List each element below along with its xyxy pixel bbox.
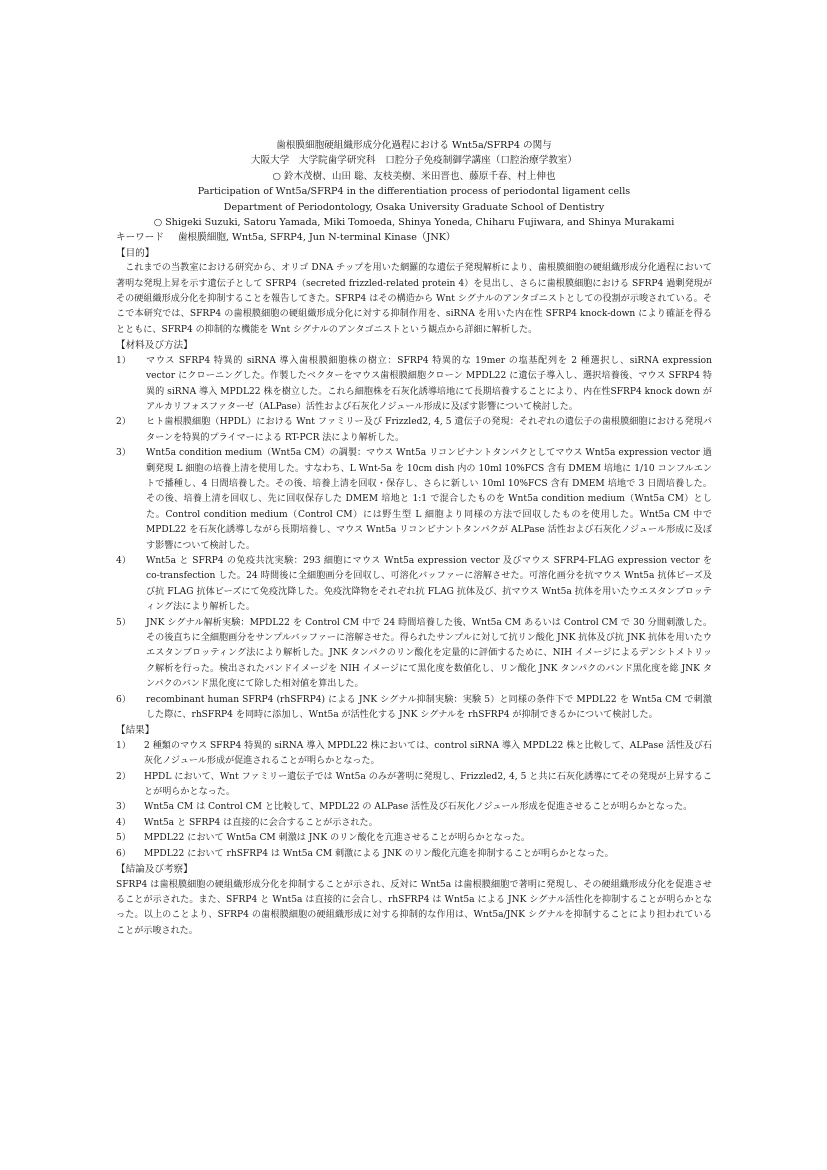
item-text: Wnt5a CM は Control CM と比較して、MPDL22 の ALPase 活性及び石灰化ノジュール形成を促進させることが明らかとなった。: [144, 802, 693, 813]
purpose-text: これまでの当教室における研究から、オリゴ DNA チップを用いた網羅的な遺伝子発現解析により、歯根膜細胞の硬組織形成分化過程において著明な発現上昇を示す遺伝子として SFRP4（secreted frizzled-related protein 4）を見出し、さらに歯根膜細胞における SFRP4 過剰発現がその硬組織形成分化を抑制することを報告してきた。SFRP4 はその構造から Wnt シグナルのアンタゴニストとしての役割が示唆されている。そこで本研究では、SFRP4 の歯根膜細胞の硬組織形成分化に対する抑制作用を、siRNA を用いた内在性 SFRP4 knock-down により確証を得るとともに、SFRP4 の抑制的な機能を Wnt シグナルのアンタゴニストという観点から詳細に解析した。: [116, 263, 712, 335]
affiliation-en: Department of Periodontology, Osaka University Graduate School of Dentistry: [223, 201, 605, 213]
results-item: [116, 770, 712, 801]
results-item: [116, 831, 712, 846]
item-number: 1）: [116, 355, 131, 366]
results-item: [116, 800, 712, 815]
item-text: MPDL22 において Wnt5a CM 刺激は JNK のリン酸化を亢進させることが明らかとなった。: [144, 833, 531, 844]
keywords-label: キーワード: [116, 232, 164, 244]
conclusion-heading: 【結論及び考察】: [116, 864, 193, 876]
item-number: 3）: [116, 448, 131, 459]
item-number: 6）: [116, 848, 131, 859]
methods-item: [116, 616, 712, 693]
methods-item: [116, 554, 712, 616]
affiliation-ja: 大阪大学 大学院歯学研究科 口腔分子免疫制御学講座（口腔治療学教室）: [250, 155, 578, 167]
item-text: 2 種類のマウス SFRP4 特異的 siRNA 導入 MPDL22 株においては、control siRNA 導入 MPDL22 株と比較して、ALPase 活性及び石灰化ノジュール形成が促進されることが明らかとなった。: [144, 740, 712, 767]
results-item: [116, 739, 712, 770]
item-number: 4）: [116, 817, 131, 828]
methods-list: [116, 354, 712, 724]
methods-item: [116, 415, 712, 446]
results-item: [116, 816, 712, 831]
keywords-value: 歯根膜細胞, Wnt5a, SFRP4, Jun N-terminal Kinase（JNK）: [177, 232, 456, 244]
item-text: MPDL22 において rhSFRP4 は Wnt5a CM 刺激による JNK のリン酸化亢進を抑制することが明らかとなった。: [144, 848, 614, 859]
title-ja: 歯根膜細胞硬組織形成分化過程における Wnt5a/SFRP4 の関与: [276, 140, 552, 151]
item-text: Wnt5a condition medium（Wnt5a CM）の調製：マウス Wnt5a リコンビナントタンパクとしてマウス Wnt5a expression vector 過剰発現 L 細胞の培養上清を使用した。すなわち、L Wnt-5a を 10cm dish 内の 10ml 10%FCS 含有 DMEM 培地に 1/10 コンフルエントで播種し、4 日間培養した。その後、培養上清を回収・保存し、さらに新しい 10ml 10%FCS 含有 DMEM 培地で 3 日間培養した。その後、培養上清を回収し、先に回収保存した DMEM 培地と 1:1 で混合したものを Wnt5a condition medium（Wnt5a CM）とした。Control condition medium（Control CM）には野生型 L 細胞より同様の方法で回収したものを使用した。Wnt5a CM 中で MPDL22 を石灰化誘導しながら長期培養し、マウス Wnt5a リコンビナントタンパクが ALPase 活性および石灰化ノジュール形成に及ぼす影響について検討した。: [146, 448, 712, 551]
item-number: 3）: [116, 802, 131, 813]
item-number: 5）: [116, 833, 131, 844]
methods-heading: 【材料及び方法】: [116, 340, 193, 352]
item-text: recombinant human SFRP4 (rhSFRP4) による JNK シグナル抑制実験：実験 5）と同様の条件下で MPDL22 を Wnt5a CM で刺激した際に、rhSFRP4 を同時に添加し、Wnt5a が活性化する JNK シグナルを rhSFRP4 が抑制できるかについて検討した。: [146, 694, 712, 721]
authors-ja: ○ 鈴木茂樹、山田 聡、友枝美樹、米田晋也、藤原千春、村上伸也: [272, 170, 556, 182]
keywords-line: [116, 230, 712, 245]
item-number: 6）: [116, 694, 131, 705]
item-text: ヒト歯根膜細胞（HPDL）における Wnt ファミリー及び Frizzled2, 4, 5 遺伝子の発現：それぞれの遺伝子の歯根膜細胞における発現パターンを特異的プライマーによる RT-PCR 法により解析した。: [146, 417, 712, 443]
item-number: 2）: [116, 417, 131, 428]
item-text: JNK シグナル解析実験：MPDL22 を Control CM 中で 24 時間培養した後、Wnt5a CM あるいは Control CM で 30 分間刺激した。その後直ちに全細胞画分をサンプルバッファーに溶解させた。得られたサンプルに対して抗リン酸化 JNK 抗体及び抗 JNK 抗体を用いたウエスタンブロッティング法により解析した。JNK タンパクのリン酸化を定量的に評価するために、NIH イメージによるデンシトメトリック解析を行った。検出されたバンドイメージを NIH イメージにて黒化度を数値化し、リン酸化 JNK タンパクのバンド黒化度を総 JNK タンパクのバンド黒化度にて除した相対値を算出した。: [146, 617, 712, 690]
purpose-heading: 【目的】: [116, 247, 155, 259]
results-list: [116, 739, 712, 862]
document-page: [116, 138, 712, 939]
results-heading: 【結果】: [116, 725, 155, 737]
item-text: Wnt5a と SFRP4 は直接的に会合することが示された。: [144, 817, 378, 828]
methods-item: [116, 354, 712, 416]
item-text: HPDL において、Wnt ファミリー遺伝子では Wnt5a のみが著明に発現し、Frizzled2, 4, 5 と共に石灰化誘導にてその発現が上昇することが明らかとなった。: [144, 771, 712, 798]
methods-item: [116, 446, 712, 554]
item-text: Wnt5a と SFRP4 の免疫共沈実験：293 細胞にマウス Wnt5a expression vector 及びマウス SFRP4-FLAG expression vector を co-transfection した。24 時間後に全細胞画分を回収し、可溶化バッファーに溶解させた。可溶化画分を抗マウス Wnt5a 抗体ビーズ及び抗 FLAG 抗体ビーズにて免疫沈降した。免疫沈降物をそれぞれ抗 FLAG 抗体及び、抗マウス Wnt5a 抗体を用いたウエスタンブロッティング法により解析した。: [146, 555, 712, 613]
item-number: 1）: [116, 740, 131, 751]
conclusion-text: SFRP4 は歯根膜細胞の硬組織形成分化を抑制することが示され、反対に Wnt5a は歯根膜細胞で著明に発現し、その硬組織形成分化を促進させることが示された。また、SFRP4 と Wnt5a は直接的に会合し、rhSFRP4 は Wnt5a による JNK シグナル活性化を抑制することが明らかとなった。以上のことより、SFRP4 の歯根膜細胞の硬組織形成に対する抑制的な作用は、Wnt5a/JNK シグナルを抑制することにより担われていることが示唆された。: [116, 879, 712, 936]
item-number: 4）: [116, 555, 131, 566]
item-text: マウス SFRP4 特異的 siRNA 導入歯根膜細胞株の樹立：SFRP4 特異的な 19mer の塩基配列を 2 種選択し、siRNA expression vector にクローニングした。作製したベクターをマウス歯根膜細胞クローン MPDL22 に遺伝子導入し、選択培養後、マウス SFRP4 特異的 siRNA 導入 MPDL22 株を樹立した。これら細胞株を石灰化誘導培地にて長期培養することにより、内在性SFRP4 knock down がアルカリフォスファターゼ（ALPase）活性および石灰化ノジュール形成に及ぼす影響について検討した。: [146, 355, 712, 412]
title-en: Participation of Wnt5a/SFRP4 in the differentiation process of periodontal ligament cells: [197, 186, 631, 198]
authors-en: ○ Shigeki Suzuki, Satoru Yamada, Miki Tomoeda, Shinya Yoneda, Chiharu Fujiwara, and Shinya Murakami: [153, 217, 675, 229]
results-item: [116, 847, 712, 862]
item-number: 5）: [116, 617, 131, 628]
item-number: 2）: [116, 771, 131, 782]
methods-item: [116, 693, 712, 724]
